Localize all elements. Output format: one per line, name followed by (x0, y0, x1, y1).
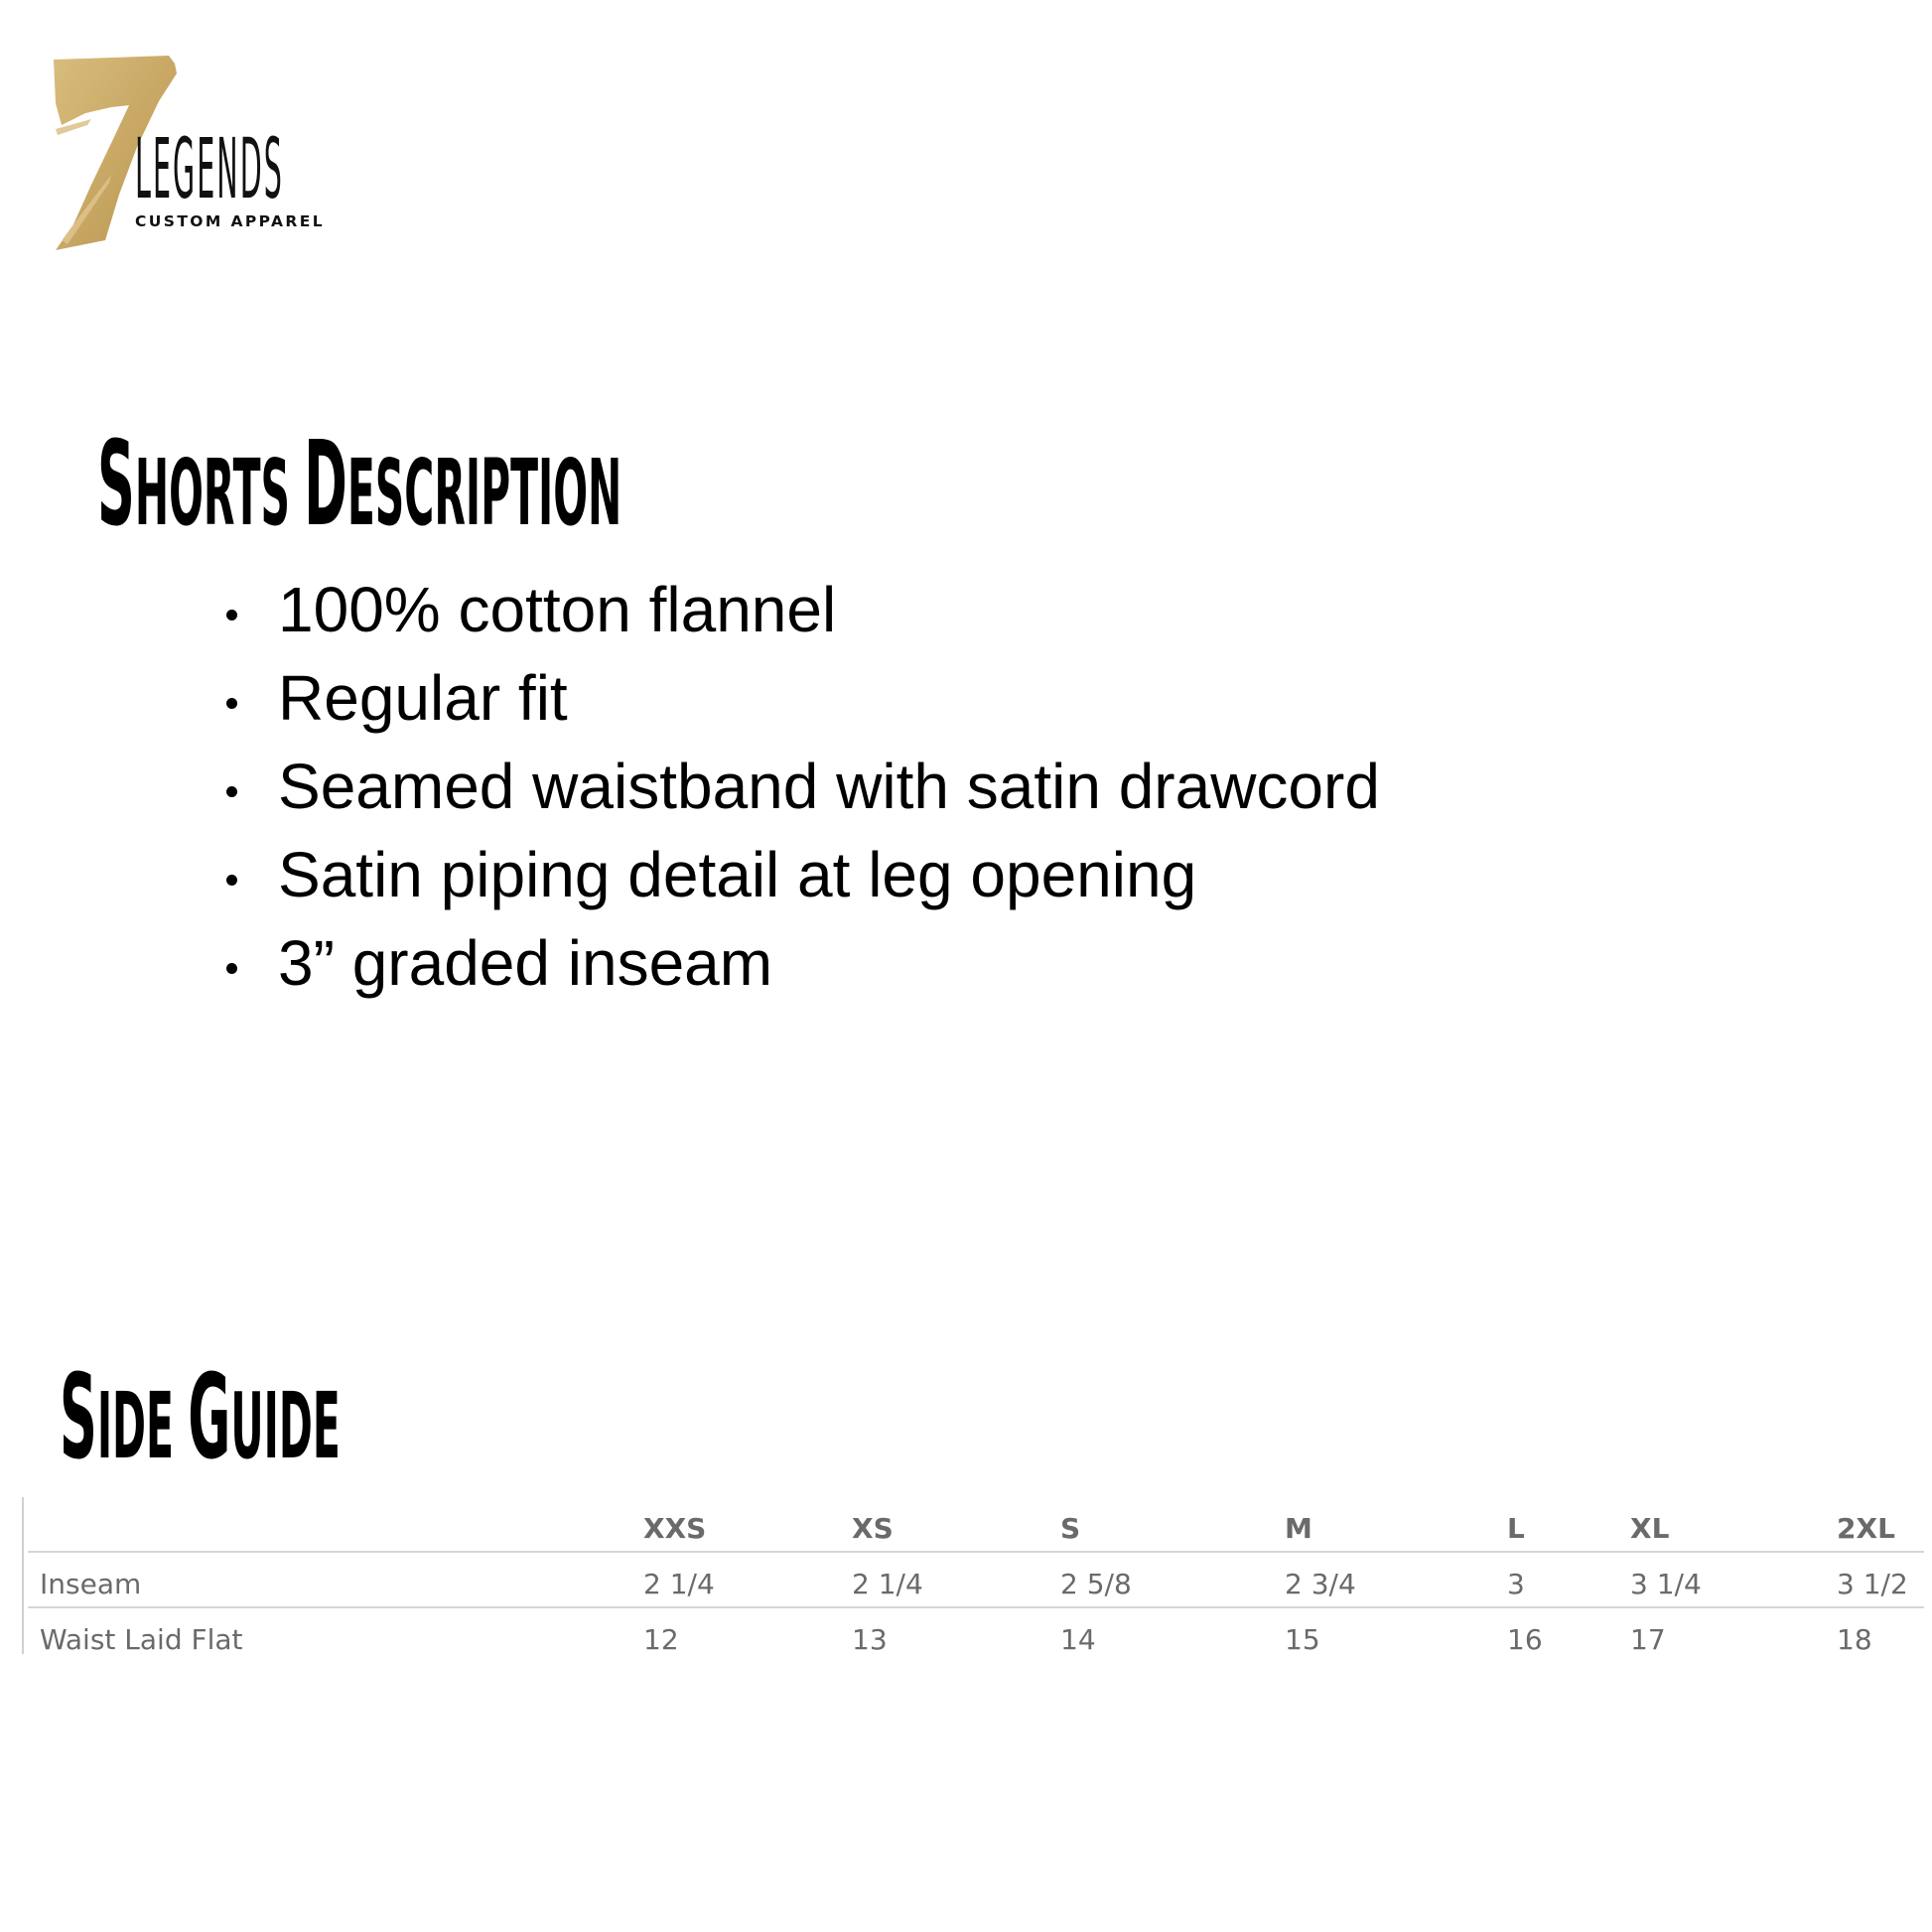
table-cell: 16 (1507, 1623, 1543, 1656)
row-label: Inseam (40, 1568, 142, 1600)
column-header: M (1285, 1512, 1312, 1545)
table-cell: 15 (1285, 1623, 1320, 1656)
size-table (22, 1497, 1924, 1654)
table-cell: 18 (1837, 1623, 1872, 1656)
description-heading (97, 415, 622, 552)
heading-text: HORTS (134, 440, 305, 546)
bullet-dot-icon (226, 610, 237, 621)
heading-text: IDE (96, 1373, 189, 1479)
heading-initial: S (60, 1348, 97, 1485)
table-header-row (28, 1509, 1924, 1549)
table-row (28, 1565, 1924, 1604)
table-cell: 2 1/4 (643, 1568, 715, 1600)
table-row (28, 1620, 1924, 1660)
column-header: L (1507, 1512, 1525, 1545)
bullet-dot-icon (226, 698, 237, 709)
bullet-dot-icon (226, 963, 237, 974)
column-header: 2XL (1837, 1512, 1895, 1545)
column-header: XXS (643, 1512, 707, 1545)
bullet-text: Seamed waistband with satin drawcord (278, 751, 1380, 822)
column-header: XL (1630, 1512, 1670, 1545)
bullet-text: 3” graded inseam (278, 927, 773, 999)
size-guide-heading (60, 1348, 341, 1485)
heading-initial: G (188, 1348, 231, 1485)
bullet-text: 100% cotton flannel (278, 574, 837, 645)
bullet-dot-icon (226, 875, 237, 886)
table-cell: 13 (852, 1623, 888, 1656)
heading-initial: S (97, 415, 135, 552)
table-divider (28, 1551, 1924, 1553)
heading-initial: D (304, 415, 347, 552)
table-cell: 17 (1630, 1623, 1666, 1656)
table-cell: 3 1/4 (1630, 1568, 1702, 1600)
logo-wordmark: LEGENDS (135, 120, 284, 217)
bullet-text: Satin piping detail at leg opening (278, 839, 1197, 910)
table-cell: 2 3/4 (1285, 1568, 1356, 1600)
column-header: XS (852, 1512, 894, 1545)
row-label: Waist Laid Flat (40, 1623, 243, 1656)
column-header: S (1060, 1512, 1081, 1545)
table-cell: 3 (1507, 1568, 1525, 1600)
bullet-text: Regular fit (278, 662, 568, 734)
heading-text: ESCRIPTION (346, 440, 622, 546)
table-cell: 12 (643, 1623, 679, 1656)
logo-tagline: CUSTOM APPAREL (135, 212, 325, 230)
heading-text: UIDE (230, 1373, 341, 1479)
table-cell: 14 (1060, 1623, 1096, 1656)
brand-logo (52, 56, 349, 259)
table-cell: 2 5/8 (1060, 1568, 1132, 1600)
table-divider (28, 1606, 1924, 1608)
table-cell: 2 1/4 (852, 1568, 923, 1600)
table-cell: 3 1/2 (1837, 1568, 1908, 1600)
bullet-dot-icon (226, 786, 237, 797)
